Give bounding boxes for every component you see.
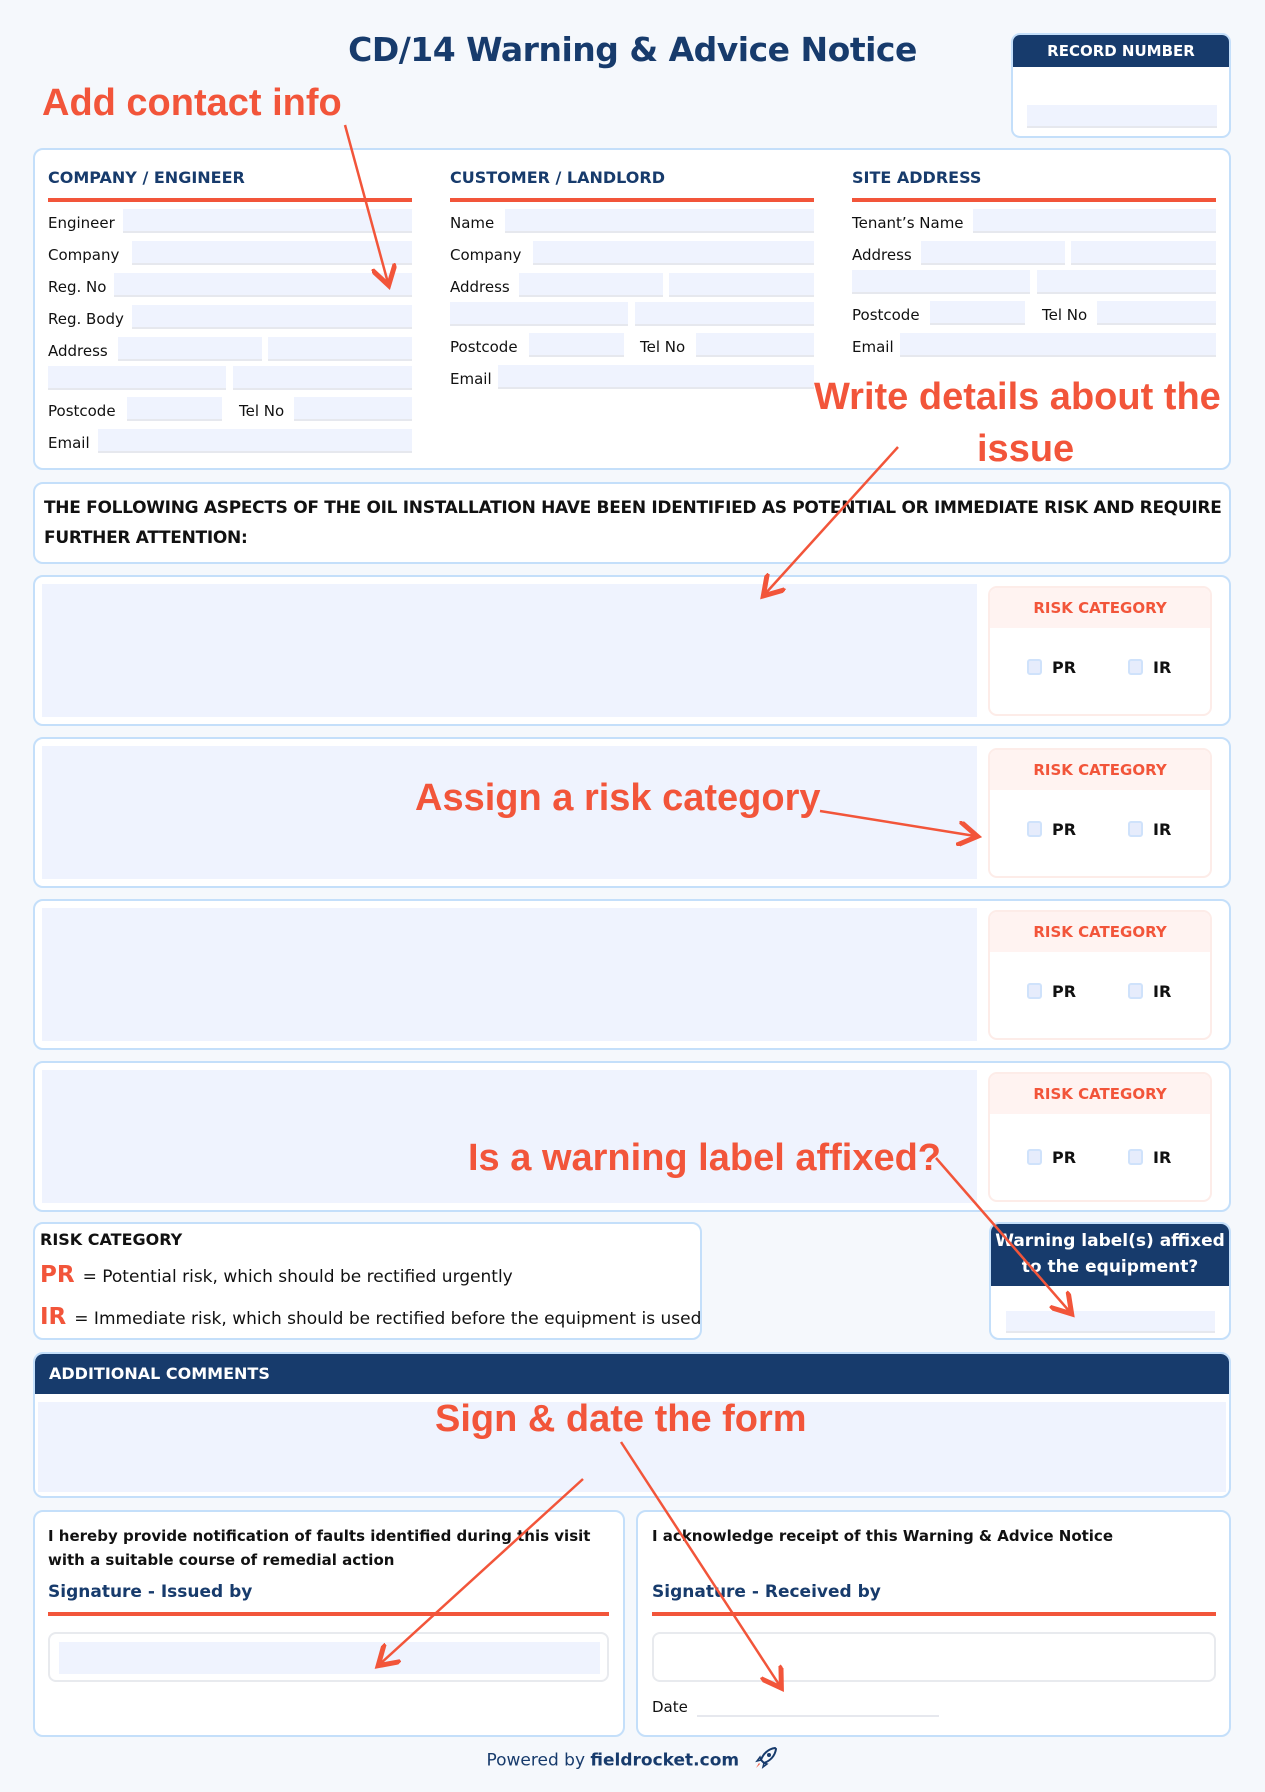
- site-email-label: Email: [852, 338, 894, 356]
- customer-address-1b-input[interactable]: [669, 273, 814, 297]
- ir-checkbox-3[interactable]: [1128, 983, 1143, 999]
- legend-item-pr: [40, 1262, 513, 1288]
- legend-text: = Immediate risk, which should be rectified before the equipment is used: [74, 1309, 702, 1329]
- customer-landlord-title: CUSTOMER / LANDLORD: [450, 168, 666, 187]
- customer-tel-input[interactable]: [696, 333, 814, 357]
- tel-no-input[interactable]: [294, 397, 412, 421]
- annotation-issue-line2: issue: [977, 428, 1075, 470]
- footer-prefix: Powered by: [486, 1750, 585, 1771]
- address-line-2b-input[interactable]: [233, 366, 412, 390]
- reg-body-input[interactable]: [132, 305, 412, 329]
- risk-category-box-4: [988, 1072, 1212, 1202]
- customer-company-label: Company: [450, 246, 522, 264]
- annotation-risk: Assign a risk category: [415, 777, 821, 819]
- issue-details-input-1[interactable]: [42, 584, 977, 717]
- customer-email-input[interactable]: [498, 365, 814, 389]
- powered-by-footer: [0, 1745, 1265, 1776]
- issued-statement: I hereby provide notification of faults identified during this visit with a suitable course of remedial action: [48, 1527, 591, 1569]
- date-input[interactable]: [697, 1715, 939, 1717]
- site-address-1a-input[interactable]: [921, 241, 1065, 265]
- customer-address-label: Address: [450, 278, 510, 296]
- email-label: Email: [48, 434, 90, 452]
- rocket-icon: [753, 1745, 779, 1776]
- ir-label: IR: [1153, 820, 1172, 839]
- customer-postcode-input[interactable]: [529, 333, 624, 357]
- customer-address-1a-input[interactable]: [519, 273, 663, 297]
- pr-checkbox-2[interactable]: [1027, 821, 1042, 837]
- warning-label-input[interactable]: [1006, 1311, 1215, 1333]
- engineer-input[interactable]: [123, 209, 412, 233]
- issued-signature-title: Signature - Issued by: [48, 1582, 253, 1602]
- legend-item-ir: [40, 1304, 701, 1330]
- address-line-1a-input[interactable]: [118, 337, 262, 361]
- legend-title: RISK CATEGORY: [40, 1230, 183, 1249]
- customer-postcode-label: Postcode: [450, 338, 518, 356]
- legend-key: PR: [40, 1262, 75, 1288]
- pr-label: PR: [1052, 982, 1077, 1001]
- reg-no-label: Reg. No: [48, 278, 107, 296]
- received-signature-title: Signature - Received by: [652, 1582, 881, 1602]
- customer-company-input[interactable]: [533, 241, 814, 265]
- customer-address-2a-input[interactable]: [450, 302, 628, 326]
- pr-checkbox-3[interactable]: [1027, 983, 1042, 999]
- address-line-2a-input[interactable]: [48, 366, 226, 390]
- postcode-label: Postcode: [48, 402, 116, 420]
- legend-key: IR: [40, 1304, 67, 1330]
- ir-label: IR: [1153, 658, 1172, 677]
- customer-address-2b-input[interactable]: [635, 302, 814, 326]
- record-number-box: [1011, 33, 1231, 138]
- annotation-issue-line1: Write details about the: [814, 376, 1221, 418]
- ir-checkbox-4[interactable]: [1128, 1149, 1143, 1165]
- risk-category-title: RISK CATEGORY: [990, 912, 1210, 952]
- divider: [450, 198, 814, 202]
- postcode-input[interactable]: [127, 397, 222, 421]
- ir-checkbox-1[interactable]: [1128, 659, 1143, 675]
- pr-label: PR: [1052, 820, 1077, 839]
- page-title: CD/14 Warning & Advice Notice: [348, 30, 917, 69]
- reg-body-label: Reg. Body: [48, 310, 124, 328]
- risk-category-box-2: [988, 748, 1212, 878]
- site-address-title: SITE ADDRESS: [852, 168, 982, 187]
- customer-tel-label: Tel No: [640, 338, 686, 356]
- site-address-1b-input[interactable]: [1071, 241, 1216, 265]
- site-tel-input[interactable]: [1097, 301, 1216, 325]
- address-line-1b-input[interactable]: [268, 337, 412, 361]
- warning-label-question: Warning label(s) affixed to the equipment?: [991, 1224, 1229, 1286]
- risk-category-title: RISK CATEGORY: [990, 588, 1210, 628]
- risk-category-box-3: [988, 910, 1212, 1040]
- divider: [48, 1612, 609, 1616]
- divider: [852, 198, 1216, 202]
- aspects-statement: THE FOLLOWING ASPECTS OF THE OIL INSTALLATION HAVE BEEN IDENTIFIED AS POTENTIAL OR IMMEDIATE RISK AND REQUIRE FURTHER ATTENTION:: [44, 498, 1222, 548]
- site-tel-label: Tel No: [1042, 306, 1088, 324]
- divider: [48, 198, 412, 202]
- ir-label: IR: [1153, 1148, 1172, 1167]
- ir-checkbox-2[interactable]: [1128, 821, 1143, 837]
- site-postcode-label: Postcode: [852, 306, 920, 324]
- pr-label: PR: [1052, 1148, 1077, 1167]
- company-engineer-title: COMPANY / ENGINEER: [48, 168, 245, 187]
- annotation-contact: Add contact info: [42, 82, 342, 124]
- risk-category-box-1: [988, 586, 1212, 716]
- customer-email-label: Email: [450, 370, 492, 388]
- company-label: Company: [48, 246, 120, 264]
- date-label: Date: [652, 1698, 688, 1716]
- address-label: Address: [48, 342, 108, 360]
- annotation-sign: Sign & date the form: [435, 1398, 807, 1440]
- tenant-name-input[interactable]: [973, 209, 1216, 233]
- risk-category-title: RISK CATEGORY: [990, 1074, 1210, 1114]
- record-number-label: RECORD NUMBER: [1013, 35, 1229, 67]
- engineer-label: Engineer: [48, 214, 115, 232]
- received-statement: I acknowledge receipt of this Warning & Advice Notice: [652, 1527, 1114, 1545]
- pr-checkbox-4[interactable]: [1027, 1149, 1042, 1165]
- record-number-input[interactable]: [1027, 105, 1217, 128]
- pr-label: PR: [1052, 658, 1077, 677]
- ir-label: IR: [1153, 982, 1172, 1001]
- email-input[interactable]: [98, 429, 412, 453]
- site-address-2b-input[interactable]: [1037, 270, 1216, 294]
- site-postcode-input[interactable]: [930, 301, 1025, 325]
- company-input[interactable]: [132, 241, 412, 265]
- pr-checkbox-1[interactable]: [1027, 659, 1042, 675]
- legend-text: = Potential risk, which should be rectified urgently: [82, 1267, 513, 1287]
- tenant-name-label: Tenant’s Name: [852, 214, 964, 232]
- divider: [652, 1612, 1216, 1616]
- received-signature-input[interactable]: [652, 1632, 1216, 1682]
- customer-name-label: Name: [450, 214, 495, 232]
- issued-signature-input[interactable]: [59, 1642, 600, 1674]
- issue-details-input-3[interactable]: [42, 908, 977, 1041]
- site-address-label: Address: [852, 246, 912, 264]
- footer-brand-link[interactable]: fieldrocket.com: [590, 1750, 740, 1771]
- site-email-input[interactable]: [900, 333, 1216, 357]
- annotation-label: Is a warning label affixed?: [468, 1137, 942, 1179]
- reg-no-input[interactable]: [114, 273, 412, 297]
- customer-name-input[interactable]: [505, 209, 814, 233]
- tel-no-label: Tel No: [239, 402, 285, 420]
- site-address-2a-input[interactable]: [852, 270, 1030, 294]
- comments-title: ADDITIONAL COMMENTS: [35, 1354, 1229, 1394]
- risk-category-title: RISK CATEGORY: [990, 750, 1210, 790]
